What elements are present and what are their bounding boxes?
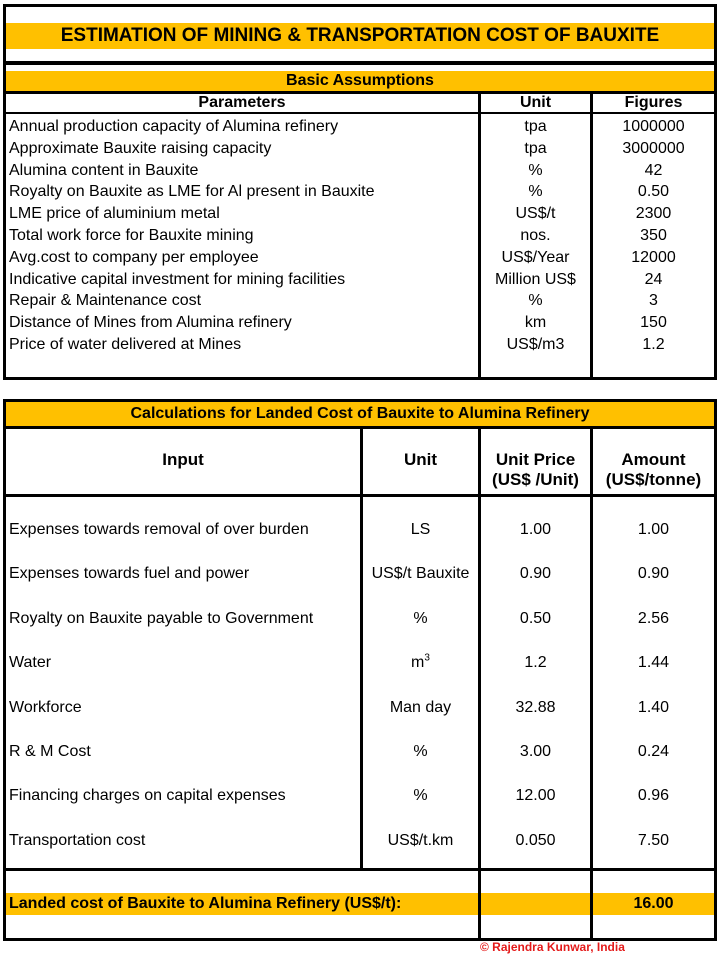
amount: 0.90	[637, 565, 670, 583]
parameter-name: Approximate Bauxite raising capacity	[9, 139, 272, 157]
parameter-unit: tpa	[524, 139, 547, 157]
input-name: R & M Cost	[9, 743, 91, 760]
page-title: ESTIMATION OF MINING & TRANSPORTATION COST OF BAUXITE	[6, 23, 714, 49]
input-unit: US$/t Bauxite	[371, 565, 470, 583]
col-header-unit-price	[481, 450, 590, 490]
parameter-value: 350	[640, 227, 667, 244]
input-unit-cell	[363, 730, 478, 774]
amount: 0.24	[637, 743, 670, 760]
amount-line1: Amount	[621, 450, 686, 469]
input-unit: US$/t.km	[387, 831, 454, 849]
basic-assumptions-heading: Basic Assumptions	[6, 71, 714, 91]
parameter-name: Annual production capacity of Alumina refinery	[9, 118, 339, 135]
assumption-row	[6, 290, 714, 312]
unit-price: 0.90	[519, 565, 552, 583]
calculation-row	[6, 686, 714, 730]
input-name: Expenses towards removal of over burden	[9, 521, 309, 538]
basic-assumptions-table	[3, 62, 717, 380]
copyright-notice: © Rajendra Kunwar, India	[480, 940, 625, 954]
divider	[590, 871, 593, 938]
unit-price: 12.00	[515, 787, 556, 805]
parameter-value: 0.50	[637, 183, 670, 201]
parameter-unit: Million US$	[495, 270, 576, 288]
parameter-name: Repair & Maintenance cost	[9, 292, 202, 310]
input-name: Workforce	[9, 698, 82, 716]
divider	[6, 494, 714, 497]
unit-price: 32.88	[515, 698, 556, 716]
parameter-unit: US$/m3	[506, 336, 565, 353]
parameter-name: Avg.cost to company per employee	[9, 248, 259, 266]
col-header-unit: Unit	[403, 450, 438, 469]
input-unit-cell	[363, 819, 478, 863]
landed-cost-value: 16.00	[633, 895, 674, 912]
unit-price: 0.50	[519, 609, 552, 627]
parameter-name: LME price of aluminium metal	[9, 205, 220, 223]
input-name: Transportation cost	[9, 831, 146, 849]
assumption-row	[6, 160, 714, 182]
parameter-value: 2300	[635, 205, 672, 223]
calculation-row	[6, 597, 714, 641]
col-header-input: Input	[162, 450, 204, 469]
assumption-row	[6, 247, 714, 269]
divider	[478, 871, 481, 938]
assumption-row	[6, 181, 714, 203]
divider	[6, 112, 714, 114]
parameter-name: Indicative capital investment for mining facilities	[9, 270, 346, 288]
assumption-row	[6, 203, 714, 225]
input-unit: m	[411, 654, 425, 672]
title-box	[3, 4, 717, 64]
parameter-unit: %	[528, 183, 543, 201]
assumption-row	[6, 116, 714, 138]
unit-price: 1.2	[524, 654, 547, 672]
input-unit: %	[413, 609, 428, 627]
parameter-name: Total work force for Bauxite mining	[9, 227, 254, 244]
col-header-unit: Unit	[519, 94, 552, 111]
amount: 1.44	[637, 654, 670, 672]
calculation-row	[6, 730, 714, 774]
landed-cost-label: Landed cost of Bauxite to Alumina Refinery (US$/t):	[9, 895, 402, 912]
assumption-row	[6, 269, 714, 291]
unit-price-line1: Unit Price	[495, 450, 576, 469]
parameter-name: Distance of Mines from Alumina refinery	[9, 314, 292, 332]
amount: 1.40	[637, 698, 670, 716]
calculation-row	[6, 552, 714, 596]
calculation-row	[6, 774, 714, 818]
col-header-figures: Figures	[624, 94, 683, 111]
calculation-row	[6, 641, 714, 685]
parameter-value: 150	[640, 314, 667, 332]
amount: 2.56	[637, 609, 670, 627]
input-unit-cell	[363, 508, 478, 552]
parameter-unit: US$/t	[515, 205, 556, 223]
parameter-unit: tpa	[524, 118, 547, 135]
parameter-value: 42	[644, 161, 663, 179]
amount-line2: (US$/tonne)	[605, 470, 702, 489]
input-name: Financing charges on capital expenses	[9, 787, 286, 805]
unit-price: 3.00	[519, 743, 552, 760]
input-unit: %	[413, 743, 428, 760]
input-name: Royalty on Bauxite payable to Government	[9, 609, 314, 627]
input-unit-cell	[363, 597, 478, 641]
calculations-table	[3, 399, 717, 941]
calculations-heading: Calculations for Landed Cost of Bauxite to Alumina Refinery	[6, 402, 714, 426]
parameter-name: Price of water delivered at Mines	[9, 336, 242, 353]
input-unit-cell	[363, 552, 478, 596]
assumption-row	[6, 312, 714, 334]
landed-cost-row	[6, 893, 714, 915]
parameter-unit: %	[528, 292, 543, 310]
input-unit: LS	[410, 521, 431, 538]
assumption-row	[6, 225, 714, 247]
amount: 1.00	[637, 521, 670, 538]
assumption-row	[6, 334, 714, 356]
parameter-value: 1000000	[622, 118, 685, 135]
parameter-value: 1.2	[642, 336, 665, 353]
calculation-row	[6, 819, 714, 863]
calculation-row	[6, 508, 714, 552]
parameter-unit: %	[528, 161, 543, 179]
input-unit: %	[413, 787, 428, 805]
col-header-amount	[593, 450, 714, 490]
amount: 7.50	[637, 831, 670, 849]
unit-superscript: 3	[424, 652, 430, 664]
divider	[6, 868, 714, 871]
input-unit: Man day	[389, 698, 452, 716]
amount: 0.96	[637, 787, 670, 805]
input-name: Expenses towards fuel and power	[9, 565, 250, 583]
parameter-name: Royalty on Bauxite as LME for Al present in Bauxite	[9, 183, 375, 201]
parameter-name: Alumina content in Bauxite	[9, 161, 199, 179]
unit-price-line2: (US$ /Unit)	[492, 470, 579, 489]
parameter-value: 24	[644, 270, 663, 288]
assumption-row	[6, 138, 714, 160]
col-header-parameters: Parameters	[198, 94, 286, 111]
input-unit-cell	[363, 641, 478, 685]
parameter-value: 3000000	[622, 139, 685, 157]
parameter-unit: nos.	[520, 227, 551, 244]
input-unit-cell	[363, 774, 478, 818]
input-unit-cell	[363, 686, 478, 730]
unit-price: 0.050	[515, 831, 556, 849]
parameter-value: 3	[649, 292, 658, 310]
unit-price: 1.00	[519, 521, 552, 538]
parameter-unit: km	[524, 314, 547, 332]
parameter-unit: US$/Year	[501, 248, 570, 266]
parameter-value: 12000	[631, 248, 676, 266]
input-name: Water	[9, 654, 52, 672]
